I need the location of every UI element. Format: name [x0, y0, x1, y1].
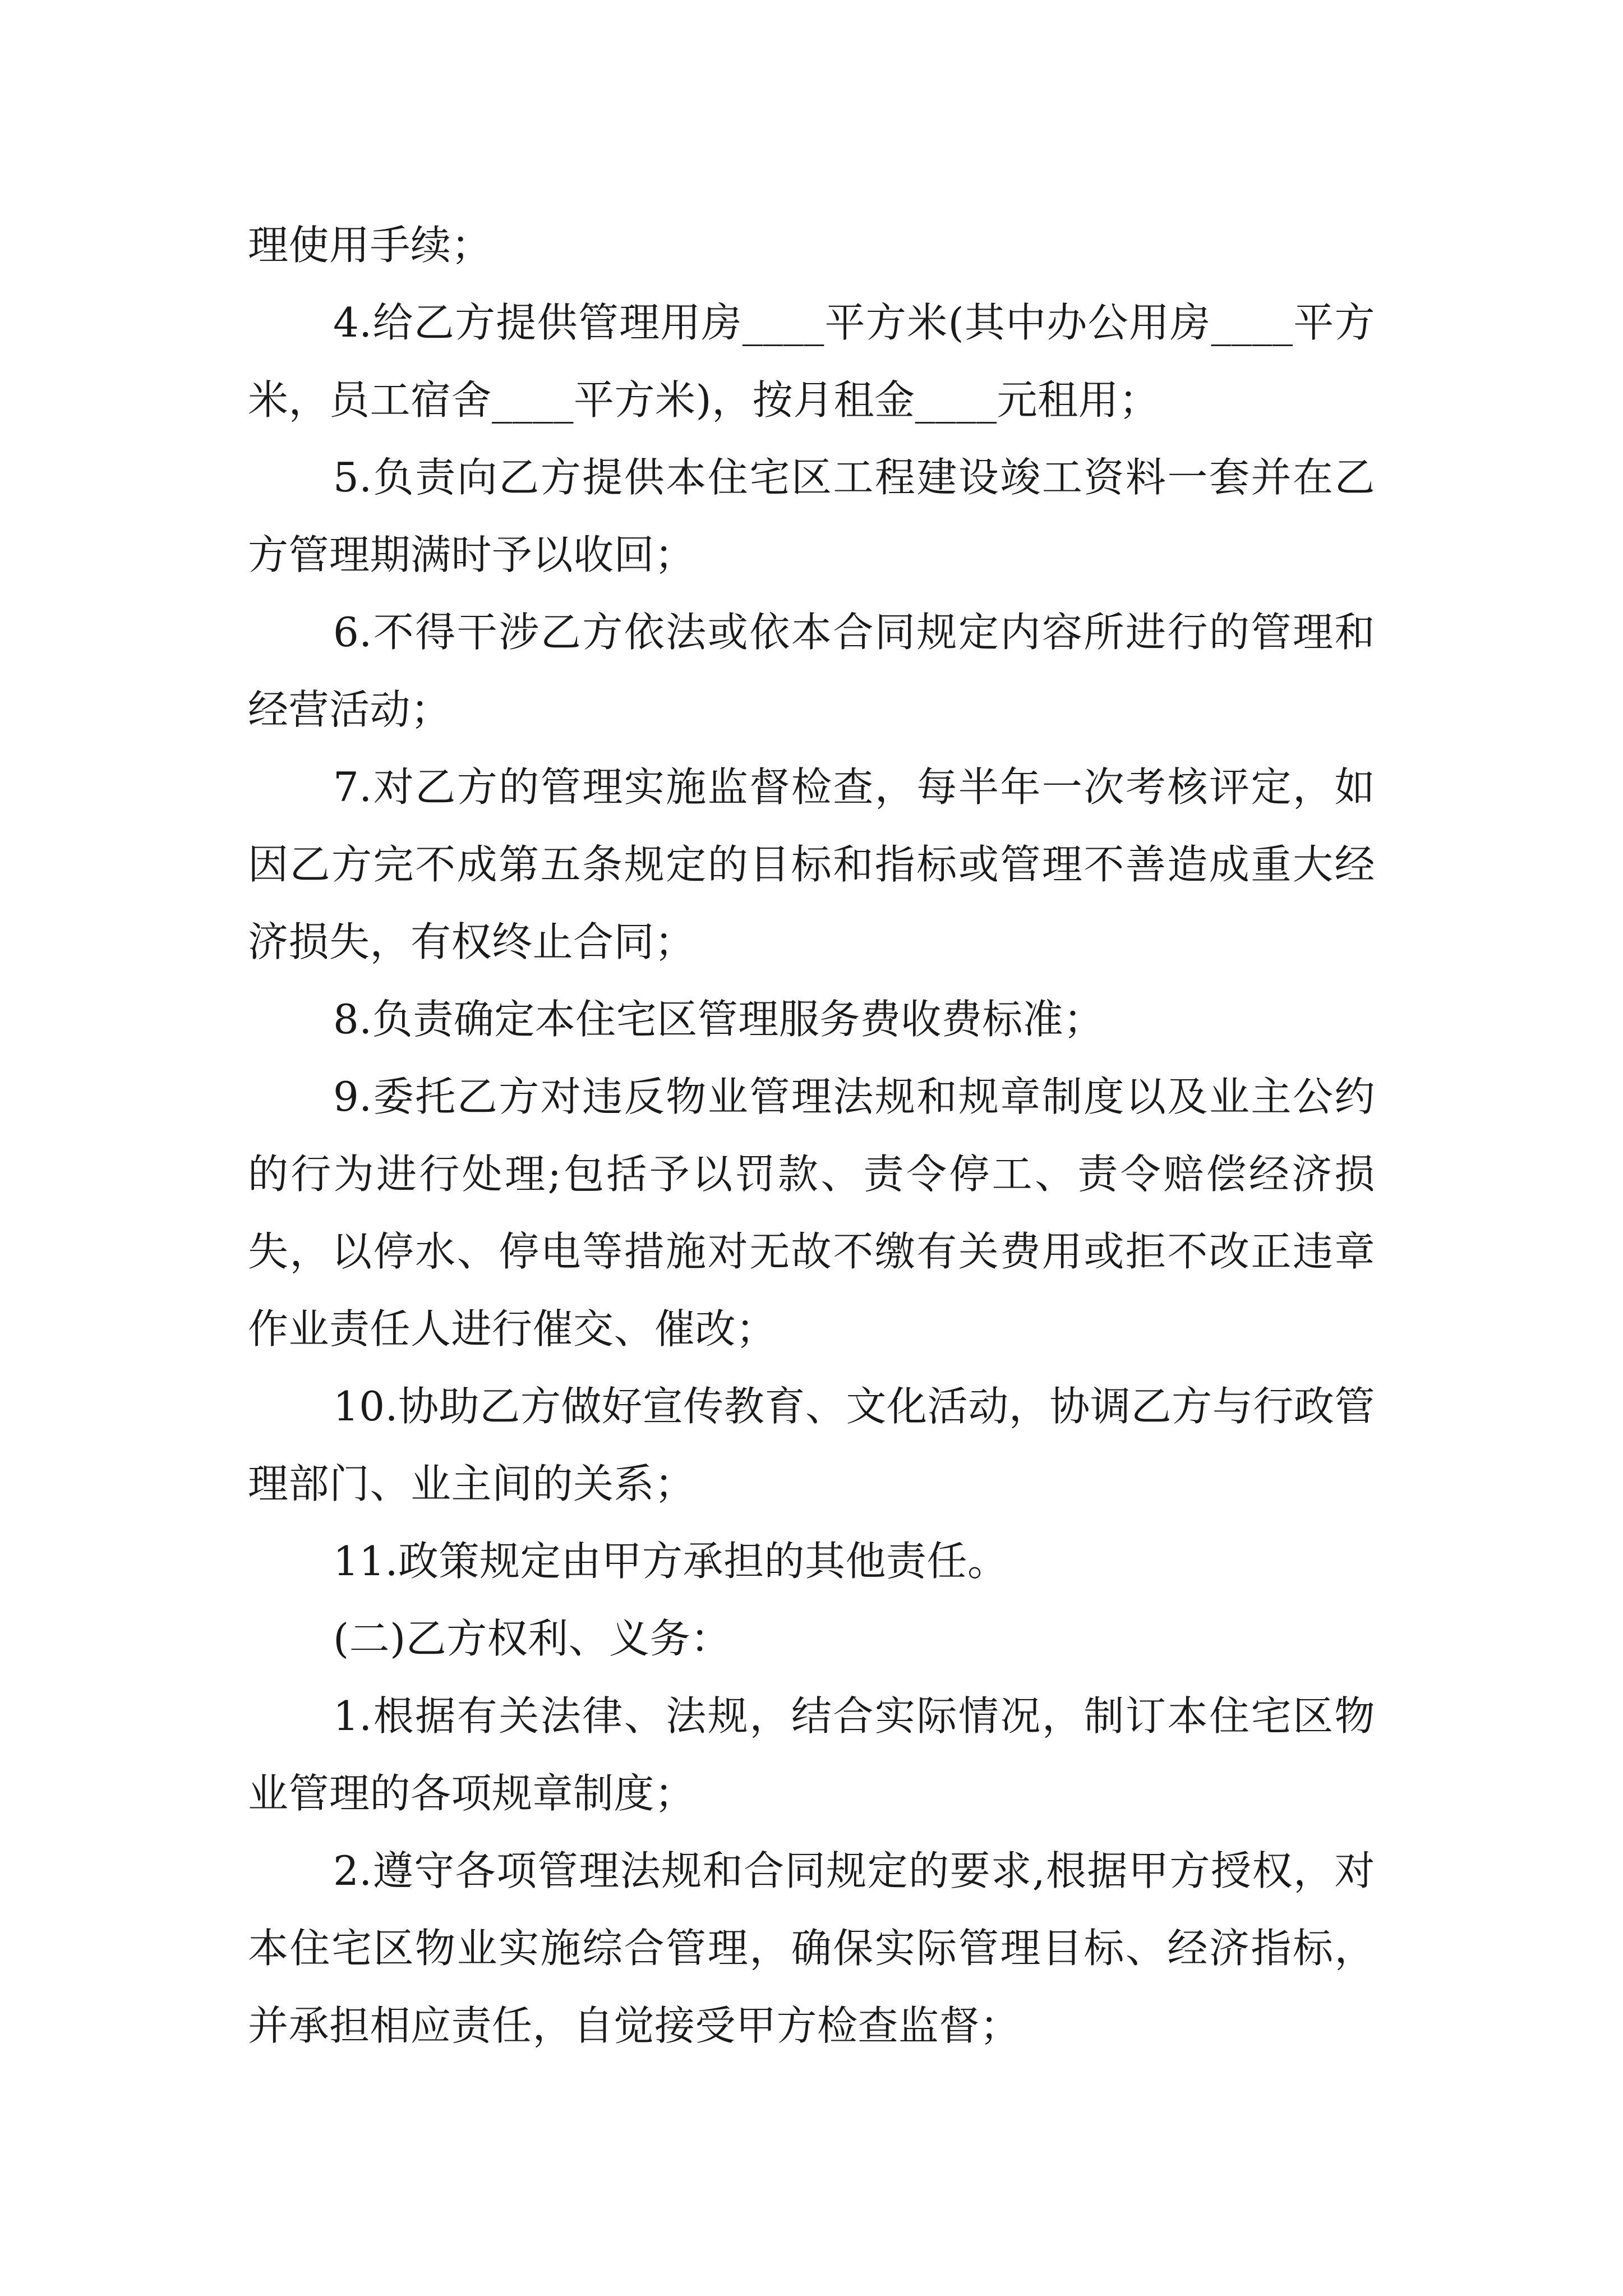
- paragraph: 1.根据有关法律、法规，结合实际情况，制订本住宅区物业管理的各项规章制度；: [248, 1692, 1375, 1817]
- paragraph: 9.委托乙方对违反物业管理法规和规章制度以及业主公约的行为进行处理;包括予以罚款、责令停工、责令赔偿经济损失，以停水、停电等措施对无故不缴有关费用或拒不改正违章作业责任人进行催交、催改；: [248, 1073, 1375, 1352]
- section-heading: (二)乙方权利、义务：: [333, 1615, 731, 1662]
- paragraph: 6.不得干涉乙方依法或依本合同规定内容所进行的管理和经营活动；: [248, 609, 1375, 733]
- paragraph: 7.对乙方的管理实施监督检查，每半年一次考核评定，如因乙方完不成第五条规定的目标和指标或管理不善造成重大经济损失，有权终止合同；: [248, 763, 1375, 965]
- paragraph: 4.给乙方提供管理用房____平方米(其中办公用房____平方米，员工宿舍____平方米)，按月租金____元租用；: [248, 299, 1375, 424]
- paragraph: 理使用手续；: [248, 222, 492, 269]
- paragraph: 5.负责向乙方提供本住宅区工程建设竣工资料一套并在乙方管理期满时予以收回；: [248, 454, 1375, 578]
- paragraph: 10.协助乙方做好宣传教育、文化活动，协调乙方与行政管理部门、业主间的关系；: [248, 1383, 1375, 1507]
- paragraph: 2.遵守各项管理法规和合同规定的要求,根据甲方授权，对本住宅区物业实施综合管理，确保实际管理目标、经济指标，并承担相应责任，自觉接受甲方检查监督；: [248, 1847, 1375, 2049]
- paragraph: 8.负责确定本住宅区管理服务费收费标准；: [333, 996, 1104, 1043]
- paragraph: 11.政策规定由甲方承担的其他责任。: [333, 1538, 1008, 1585]
- document-body: [248, 206, 1375, 2064]
